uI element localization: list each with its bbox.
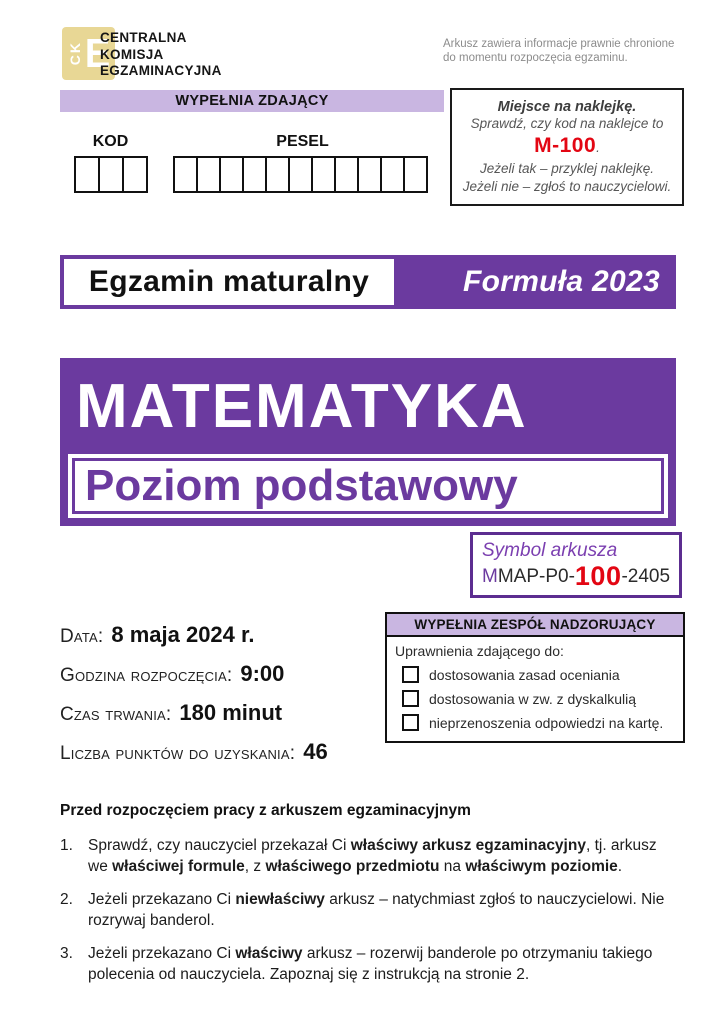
permission-label: nieprzenoszenia odpowiedzi na kartę. [429,714,664,731]
instruction-item [60,889,678,931]
symbol-highlight: 100 [574,561,622,591]
permission-checkbox[interactable] [402,666,419,683]
detail-value: 8 maja 2024 r. [111,622,255,647]
entry-cell[interactable] [357,156,382,193]
detail-value: 9:00 [240,661,285,686]
permission-label: dostosowania w zw. z dyskalkulią [429,690,636,707]
entry-cell[interactable] [265,156,290,193]
legal-notice-line-2: do momentu rozpoczęcia egzaminu. [443,52,628,64]
detail-row [60,700,390,726]
exam-banner [60,255,676,309]
level-box-wrap [68,454,668,518]
instruction-item [60,943,678,985]
organization-name [100,30,222,80]
sticker-code-line [452,134,682,160]
permission-row [395,690,675,707]
instructions-section [60,802,678,997]
detail-row [60,661,390,687]
entry-cell[interactable] [311,156,336,193]
entry-cell[interactable] [242,156,267,193]
instruction-item [60,835,678,877]
instruction-text: Jeżeli przekazano Ci niewłaściwy arkusz – natychmiast zgłoś to nauczycielowi. Nie rozrywaj banderol. [88,891,665,929]
sticker-title: Miejsce na naklejkę. [497,99,637,115]
org-name-line-3: EGZAMINACYJNA [100,63,222,78]
instruction-number: 3. [60,945,73,962]
legal-notice [443,37,693,65]
symbol-mid: MAP-P0- [497,565,575,587]
instruction-text: Jeżeli przekazano Ci właściwy arkusz – rozerwij banderole po otrzymaniu takiego polecenia od nauczyciela. Zapoznaj się z instrukcją na stronie 2. [88,945,653,983]
instruction-number: 1. [60,837,73,854]
supervisor-box [385,612,685,743]
pesel-label: PESEL [276,133,329,150]
kod-label: KOD [92,133,129,150]
exam-details [60,622,390,778]
sticker-line-2: Jeżeli tak – przyklej naklejkę. [479,160,655,176]
subject-name: MATEMATYKA [76,371,528,441]
org-name-line-2: KOMISJA [100,46,164,62]
supervisor-box-header: WYPEŁNIA ZESPÓŁ NADZORUJĄCY [387,614,683,637]
entry-cell[interactable] [380,156,405,193]
cke-logo-e-glyph: E [84,30,111,77]
supervisor-intro: Uprawnienia zdającego do: [395,643,564,659]
legal-notice-line-1: Arkusz zawiera informacje prawnie chronione [443,38,675,50]
sheet-symbol-box [470,532,682,598]
entry-cell[interactable] [74,156,100,193]
permission-row [395,666,675,683]
permission-row [395,714,675,731]
detail-label: Data: [60,626,104,647]
cke-logo-ck-text: CK [66,41,83,66]
permission-checkbox[interactable] [402,714,419,731]
sticker-line-3: Jeżeli nie – zgłoś to nauczycielowi. [462,179,672,194]
supervisor-options [395,666,675,731]
entry-cell[interactable] [122,156,148,193]
sticker-placement-box [450,88,684,206]
exam-banner-title: Egzamin maturalny [64,259,394,305]
instruction-number: 2. [60,891,73,908]
symbol-prefix: M [482,565,498,587]
instructions-list [60,835,678,985]
supervisor-box-body [387,637,683,741]
pesel-cells [173,156,428,193]
entry-cell[interactable] [196,156,221,193]
entry-cell[interactable] [219,156,244,193]
detail-label: Liczba punktów do uzyskania: [60,743,296,764]
symbol-suffix: -2405 [621,565,671,587]
permission-label: dostosowania zasad oceniania [429,666,620,683]
detail-row [60,622,390,648]
sticker-code-suffix: . [596,139,600,155]
entry-cell[interactable] [334,156,359,193]
kod-cells [74,156,148,193]
detail-label: Godzina rozpoczęcia: [60,665,233,686]
instruction-text: Sprawdź, czy nauczyciel przekazał Ci właściwy arkusz egzaminacyjny, tj. arkusz we właściwej formule, z właściwego przedmiotu na właściwym poziomie. [88,837,657,875]
permission-checkbox[interactable] [402,690,419,707]
sheet-symbol-code [482,563,670,590]
exam-banner-formula: Formuła 2023 [462,265,660,298]
entry-cell[interactable] [173,156,198,193]
sticker-line-1: Sprawdź, czy kod na naklejce to [470,116,664,131]
entry-cell[interactable] [98,156,124,193]
sheet-symbol-label: Symbol arkusza [482,540,618,561]
candidate-section-bar: WYPEŁNIA ZDAJĄCY [60,90,444,112]
exam-level: Poziom podstawowy [72,458,664,514]
detail-label: Czas trwania: [60,704,172,725]
org-name-line-1: CENTRALNA [100,30,187,45]
entry-cell[interactable] [288,156,313,193]
detail-value: 46 [303,739,328,764]
instructions-heading: Przed rozpoczęciem pracy z arkuszem egzaminacyjnym [60,802,471,819]
subject-title-block [60,358,676,526]
detail-row [60,739,390,765]
detail-value: 180 minut [179,700,283,725]
sticker-code: M-100 [534,133,597,157]
entry-cell[interactable] [403,156,428,193]
